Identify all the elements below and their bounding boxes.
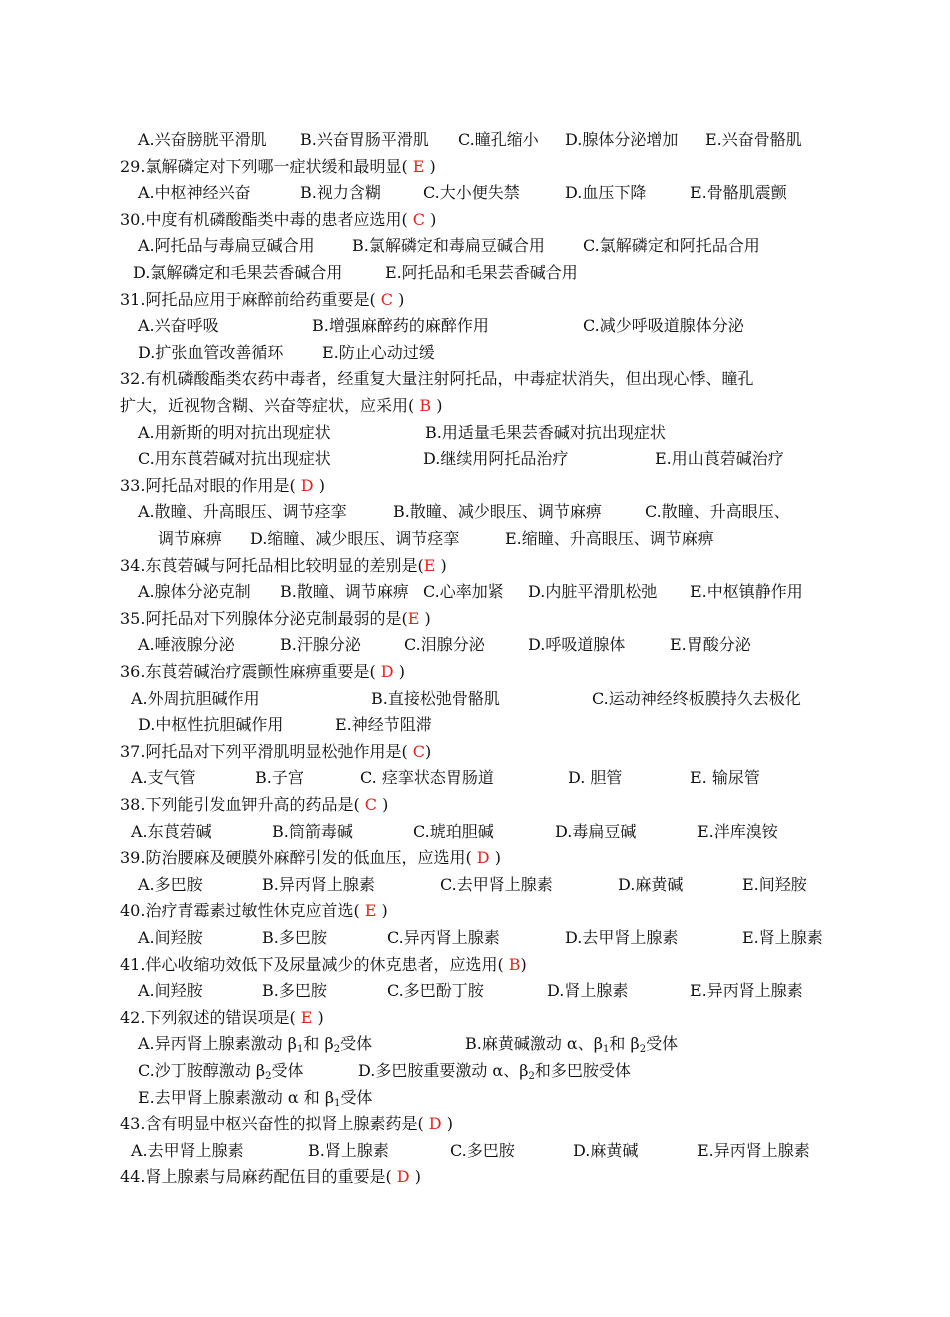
answer-letter: C bbox=[364, 795, 378, 814]
option-text: A.外周抗胆碱作用 bbox=[131, 688, 260, 708]
text-run: 和 β bbox=[303, 1034, 334, 1054]
option-text: A.用新斯的明对抗出现症状 bbox=[138, 422, 331, 442]
text-run: 33.阿托品对眼的作用是( bbox=[120, 475, 301, 495]
option-text: E.阿托品和毛果芸香碱合用 bbox=[385, 263, 578, 282]
option-text: E.泮库溴铵 bbox=[697, 821, 778, 841]
question-line bbox=[0, 393, 950, 419]
text-run: ) bbox=[313, 475, 325, 495]
options-line bbox=[0, 686, 950, 712]
subscript: 2 bbox=[528, 1071, 535, 1082]
option-text: A.唾液腺分泌 bbox=[138, 635, 235, 655]
option-text: A.东莨菪碱 bbox=[131, 821, 212, 841]
question-line bbox=[0, 366, 950, 392]
answer-letter: D bbox=[380, 662, 394, 681]
option-text: E.骨骼肌震颤 bbox=[690, 183, 787, 203]
text-run: C.沙丁胺醇激动 β bbox=[138, 1061, 266, 1080]
option-text: D.中枢性抗胆碱作用 bbox=[138, 715, 284, 735]
option-text: C.去甲肾上腺素 bbox=[440, 874, 553, 894]
text-run: 36.东莨菪碱治疗震颤性麻痹重要是( bbox=[120, 662, 381, 681]
text-run: ) bbox=[425, 209, 437, 229]
text-run: ) bbox=[376, 901, 388, 921]
option-text: B.多巴胺 bbox=[262, 928, 327, 947]
text-run: 41.伴心收缩功效低下及尿量减少的休克患者，应选用( bbox=[120, 954, 509, 974]
question-text bbox=[120, 366, 753, 392]
option-text: A.间羟胺 bbox=[138, 928, 203, 947]
option-text: E.异丙肾上腺素 bbox=[697, 1140, 810, 1160]
option-text: D.扩张血管改善循环 bbox=[138, 342, 284, 362]
option-text: D. 胆管 bbox=[568, 768, 623, 788]
option-text: E.兴奋骨骼肌 bbox=[705, 130, 802, 149]
option-text: E.肾上腺素 bbox=[742, 928, 823, 947]
option-text bbox=[138, 1031, 372, 1057]
option-text: C.氯解磷定和阿托品合用 bbox=[583, 236, 760, 256]
options-line bbox=[0, 260, 950, 286]
text-run: 和 β bbox=[609, 1034, 640, 1054]
option-text: D.麻黄碱 bbox=[618, 874, 684, 894]
option-text: A.多巴胺 bbox=[138, 874, 203, 894]
option-text bbox=[138, 1085, 372, 1111]
text-run: ) bbox=[393, 289, 405, 309]
option-text: E. 输尿管 bbox=[690, 768, 760, 788]
question-line bbox=[0, 606, 950, 632]
option-text: E.间羟胺 bbox=[742, 874, 807, 894]
options-line bbox=[0, 872, 950, 898]
question-text bbox=[120, 473, 325, 499]
text-run: 35.阿托品对下列腺体分泌克制最弱的是( bbox=[120, 608, 408, 628]
option-text: D.内脏平滑肌松弛 bbox=[528, 582, 658, 602]
option-text: B.子宫 bbox=[255, 768, 304, 788]
answer-letter: B bbox=[419, 396, 432, 415]
answer-letter: D bbox=[476, 848, 490, 868]
text-run: 34.东莨菪碱与阿托品相比较明显的差别是( bbox=[120, 555, 424, 575]
text-run: 29.氯解磷定对下列哪一症状缓和最明显( bbox=[120, 156, 413, 176]
text-run: 42.下列叙述的错误项是( bbox=[120, 1007, 301, 1027]
question-text bbox=[120, 952, 527, 978]
option-text: B.异丙肾上腺素 bbox=[262, 874, 375, 894]
answer-letter: D bbox=[300, 475, 314, 495]
options-line bbox=[0, 1031, 950, 1057]
subscript: 1 bbox=[334, 1097, 341, 1109]
option-text: A.兴奋膀胱平滑肌 bbox=[138, 130, 267, 149]
option-text: E.防止心动过缓 bbox=[322, 342, 435, 362]
option-text bbox=[138, 1058, 304, 1084]
options-line bbox=[0, 712, 950, 738]
option-text: B.汗腺分泌 bbox=[280, 635, 361, 655]
text-run: 40.治疗青霉素过敏性休克应首选( bbox=[120, 901, 365, 921]
option-text: E.神经节阻滞 bbox=[335, 715, 432, 735]
option-text: C.多巴酚丁胺 bbox=[387, 981, 484, 1001]
option-text: A.阿托品与毒扁豆碱合用 bbox=[138, 236, 315, 256]
question-text bbox=[120, 1005, 324, 1031]
options-line bbox=[0, 233, 950, 259]
option-text: E.中枢镇静作用 bbox=[690, 582, 803, 602]
option-text: A.支气管 bbox=[131, 768, 196, 788]
answer-letter: B bbox=[508, 954, 521, 974]
text-run: 受体 bbox=[340, 1087, 373, 1107]
options-line bbox=[0, 180, 950, 206]
question-line bbox=[0, 1111, 950, 1137]
question-line bbox=[0, 1164, 950, 1190]
option-text: D.腺体分泌增加 bbox=[565, 130, 679, 149]
option-text: B.兴奋胃肠平滑肌 bbox=[300, 130, 429, 149]
option-text: A.散瞳、升高眼压、调节痉挛 bbox=[138, 502, 347, 522]
text-run: 31.阿托品应用于麻醉前给药重要是( bbox=[120, 289, 381, 309]
text-run: ) bbox=[431, 396, 443, 415]
subscript: 2 bbox=[265, 1071, 272, 1082]
option-text: A.去甲肾上腺素 bbox=[131, 1140, 244, 1160]
text-run: ) bbox=[377, 795, 389, 814]
question-text bbox=[120, 1111, 453, 1137]
text-run: 43.含有明显中枢兴奋性的拟肾上腺素药是( bbox=[120, 1114, 429, 1134]
option-text bbox=[465, 1031, 678, 1057]
options-line bbox=[0, 526, 950, 552]
option-text: E.异丙肾上腺素 bbox=[690, 981, 803, 1001]
option-text: B.用适量毛果芸香碱对抗出现症状 bbox=[425, 422, 666, 442]
text-run: ) bbox=[425, 741, 432, 761]
text-run: E.去甲肾上腺素激动 α 和 β bbox=[138, 1087, 335, 1107]
option-text: D.继续用阿托品治疗 bbox=[423, 449, 569, 469]
question-text bbox=[120, 287, 404, 313]
options-line bbox=[0, 632, 950, 658]
text-run: ) bbox=[435, 555, 447, 575]
options-line bbox=[0, 1058, 950, 1084]
text-run: ) bbox=[424, 156, 436, 176]
answer-letter: D bbox=[428, 1114, 442, 1134]
question-line bbox=[0, 553, 950, 579]
options-line bbox=[0, 978, 950, 1004]
question-line bbox=[0, 1005, 950, 1031]
answer-letter: C bbox=[380, 289, 394, 309]
text-run: A.异丙肾上腺素激动 β bbox=[138, 1034, 297, 1054]
options-line bbox=[0, 1138, 950, 1164]
options-line bbox=[0, 313, 950, 339]
options-line bbox=[0, 925, 950, 951]
subscript: 2 bbox=[333, 1044, 341, 1056]
question-text bbox=[120, 845, 501, 871]
option-text: A.腺体分泌克制 bbox=[138, 582, 251, 602]
option-text: D.呼吸道腺体 bbox=[528, 635, 626, 655]
option-text: D.肾上腺素 bbox=[547, 981, 629, 1001]
question-text bbox=[120, 207, 436, 233]
option-text: B.直接松弛骨骼肌 bbox=[371, 688, 500, 708]
question-text bbox=[120, 659, 405, 685]
option-text: C.琥珀胆碱 bbox=[413, 821, 494, 841]
question-text bbox=[120, 606, 431, 632]
question-text bbox=[120, 898, 388, 924]
question-line bbox=[0, 952, 950, 978]
option-text: D.去甲肾上腺素 bbox=[565, 928, 679, 947]
text-run: 38.下列能引发血钾升高的药品是( bbox=[120, 795, 365, 814]
question-text bbox=[120, 792, 388, 818]
option-text bbox=[358, 1058, 631, 1084]
question-line bbox=[0, 287, 950, 313]
question-line bbox=[0, 845, 950, 871]
text-run: D.多巴胺重要激动 α、β bbox=[358, 1061, 529, 1080]
text-run: ) bbox=[441, 1114, 453, 1134]
option-text: C.减少呼吸道腺体分泌 bbox=[583, 316, 744, 336]
option-text: C.瞳孔缩小 bbox=[458, 130, 539, 149]
option-text: E.缩瞳、升高眼压、调节麻痹 bbox=[505, 529, 714, 548]
subscript: 1 bbox=[603, 1044, 610, 1056]
options-line bbox=[0, 765, 950, 791]
answer-letter: E bbox=[300, 1007, 313, 1027]
option-text: C.散瞳、升高眼压、 bbox=[645, 502, 790, 522]
text-run: 32.有机磷酸酯类农药中毒者，经重复大量注射阿托品，中毒症状消失，但出现心悸、瞳孔 bbox=[120, 369, 754, 389]
answer-letter: E bbox=[423, 555, 436, 575]
text-run: ) bbox=[419, 608, 431, 628]
text-run: ) bbox=[520, 954, 527, 974]
option-text: D.氯解磷定和毛果芸香碱合用 bbox=[133, 263, 343, 282]
options-line bbox=[0, 819, 950, 845]
options-line bbox=[0, 127, 950, 153]
answer-letter: E bbox=[412, 156, 425, 176]
text-run: 受体 bbox=[340, 1034, 373, 1054]
option-text: A.兴奋呼吸 bbox=[138, 316, 219, 336]
question-text bbox=[120, 553, 447, 579]
option-text: C.用东莨菪碱对抗出现症状 bbox=[138, 449, 331, 469]
option-text: D.麻黄碱 bbox=[573, 1140, 639, 1160]
option-text: D.血压下降 bbox=[565, 183, 647, 203]
answer-letter: C bbox=[412, 209, 426, 229]
option-text: C. 痉挛状态胃肠道 bbox=[360, 768, 494, 788]
option-text: B.筒箭毒碱 bbox=[272, 821, 353, 841]
option-text: C.多巴胺 bbox=[450, 1140, 515, 1160]
options-line bbox=[0, 579, 950, 605]
question-text bbox=[120, 154, 436, 180]
option-text: A.间羟胺 bbox=[138, 981, 203, 1001]
option-text: E.用山莨菪碱治疗 bbox=[655, 449, 784, 469]
answer-letter: E bbox=[407, 608, 420, 628]
options-line bbox=[0, 499, 950, 525]
text-run: 30.中度有机磷酸酯类中毒的患者应选用( bbox=[120, 209, 413, 229]
answer-letter: E bbox=[364, 901, 377, 921]
option-text: B.视力含糊 bbox=[300, 183, 381, 203]
options-line bbox=[0, 420, 950, 446]
text-run: 39.防治腰麻及硬膜外麻醉引发的低血压，应选用( bbox=[120, 848, 477, 868]
question-line bbox=[0, 207, 950, 233]
text-run: B.麻黄碱激动 α、β bbox=[465, 1034, 603, 1054]
options-line bbox=[0, 340, 950, 366]
question-line bbox=[0, 154, 950, 180]
option-text: B.增强麻醉药的麻醉作用 bbox=[312, 316, 489, 336]
option-text: B.肾上腺素 bbox=[308, 1140, 389, 1160]
text-run: 37.阿托品对下列平滑肌明显松弛作用是( bbox=[120, 741, 413, 761]
option-text: D.毒扁豆碱 bbox=[555, 821, 637, 841]
question-line bbox=[0, 739, 950, 765]
option-text: E.胃酸分泌 bbox=[670, 635, 751, 655]
text-run: ) bbox=[312, 1007, 324, 1027]
option-text: B.散瞳、减少眼压、调节麻痹 bbox=[393, 502, 602, 522]
subscript: 2 bbox=[639, 1044, 647, 1056]
text-run: ) bbox=[393, 662, 405, 681]
option-text: B.氯解磷定和毒扁豆碱合用 bbox=[352, 236, 545, 256]
answer-letter: D bbox=[396, 1167, 410, 1187]
question-line bbox=[0, 473, 950, 499]
subscript: 1 bbox=[296, 1044, 304, 1056]
question-text bbox=[120, 739, 431, 765]
option-text: A.中枢神经兴奋 bbox=[138, 183, 251, 203]
text-run: 44.肾上腺素与局麻药配伍目的重要是( bbox=[120, 1167, 397, 1187]
option-text: C.泪腺分泌 bbox=[404, 635, 485, 655]
text-run: ) bbox=[409, 1167, 421, 1187]
text-run: 和多巴胺受体 bbox=[534, 1061, 631, 1080]
options-line bbox=[0, 1085, 950, 1111]
answer-letter: C bbox=[412, 741, 426, 761]
option-text: C.运动神经终板膜持久去极化 bbox=[592, 688, 801, 708]
option-text: B.散瞳、调节麻痹 bbox=[280, 582, 409, 602]
question-text bbox=[120, 1164, 421, 1190]
option-text: C.异丙肾上腺素 bbox=[387, 928, 500, 947]
option-text: C.心率加紧 bbox=[423, 582, 504, 602]
options-line bbox=[0, 446, 950, 472]
text-run: 受体 bbox=[646, 1034, 679, 1054]
question-text bbox=[120, 393, 442, 419]
text-run: 受体 bbox=[271, 1061, 304, 1080]
text-run: ) bbox=[489, 848, 501, 868]
option-text: D.缩瞳、减少眼压、调节痉挛 bbox=[250, 529, 460, 548]
question-line bbox=[0, 659, 950, 685]
question-line bbox=[0, 898, 950, 924]
option-text: 调节麻痹 bbox=[158, 529, 223, 548]
text-run: 扩大，近视物含糊、兴奋等症状，应采用( bbox=[120, 396, 420, 415]
option-text: B.多巴胺 bbox=[262, 981, 327, 1001]
option-text: C.大小便失禁 bbox=[423, 183, 520, 203]
question-line bbox=[0, 792, 950, 818]
